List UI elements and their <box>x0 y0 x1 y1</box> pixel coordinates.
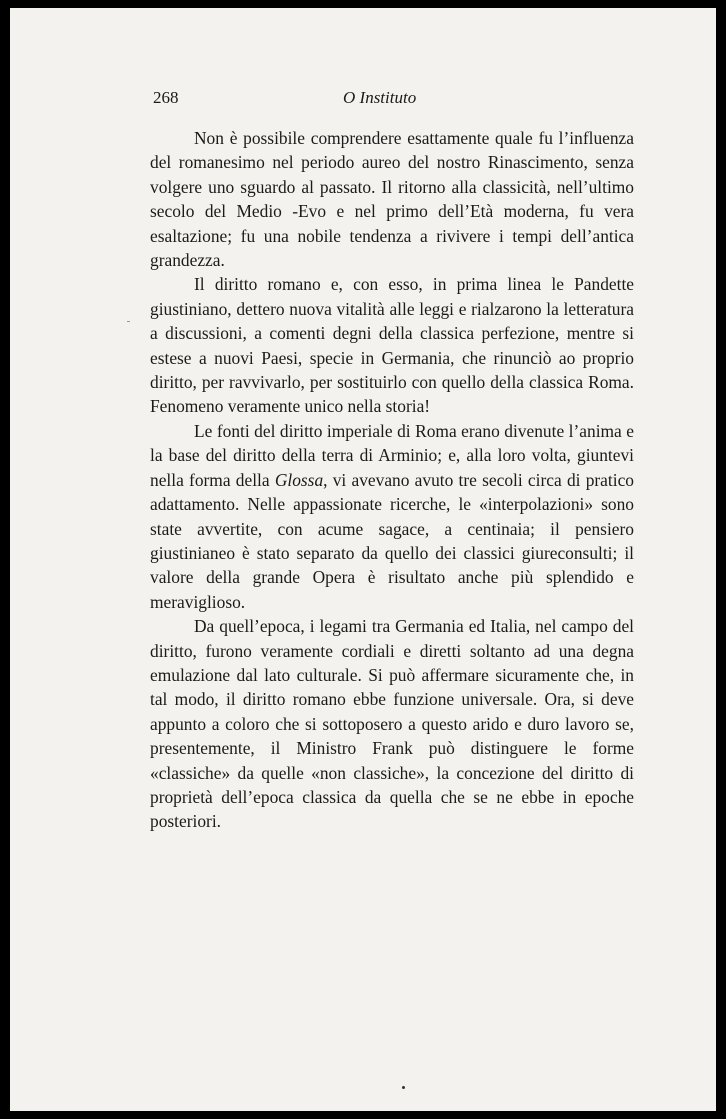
paragraph-4: Da quell’epoca, i legami tra Germania ed Italia, nel campo del diritto, furono veramente cordiali e diretti soltanto ad una degna emulazione dal lato culturale. Si può affermare sicuramente che, in tal modo, il diritto romano ebbe funzione universale. Ora, si deve appunto a coloro che si sottoposero a questo arido e duro lavoro se, presentemente, il Ministro Frank può distinguere le forme «classiche» da quelle «non classiche», la concezione del diritto di proprietà dell’epoca classica da quella che se ne ebbe in epoche posteriori. <box>150 616 634 832</box>
paragraph-2: Il diritto romano e, con esso, in prima linea le Pandette giustiniano, dettero nuova vitalità alle leggi e rialzarono la letteratura a discussioni, a comenti degni della classica perfezione, mentre si estese a nuovi Paesi, specie in Germania, che rinunciò ao proprio diritto, per ravvivarlo, per sostituirlo con quello della classica Roma. Fenomeno veramente unico nella storia! <box>150 274 634 417</box>
page-header <box>153 88 588 112</box>
paragraph-3-end: , vi avevano avuto tre secoli circa di pratico adattamento. Nelle appassionate ricerche, le «interpolazioni» sono state avvertite, con acume sagace, a centinaia; il pensiero giustinianeo è stato separato da quello dei classici giureconsulti; il valore della grande Opera è risultato anche più splendido e meraviglioso. <box>150 469 634 612</box>
running-title: O Instituto <box>343 88 417 107</box>
bottom-dot <box>402 1086 405 1089</box>
book-page <box>10 8 716 1111</box>
page-number: 268 <box>153 88 179 107</box>
body-text <box>150 126 634 834</box>
paragraph-1: Non è possibile comprendere esattamente quale fu l’influenza del romanesimo nel periodo aureo del nostro Rinascimento, senza volgere uno sguardo al passato. Il ritorno alla classicità, nell’ultimo secolo del Medio -Evo e nel primo dell’Età moderna, fu vera esaltazione; fu una nobile tendenza a rivivere i tempi dell’antica grandezza. <box>150 128 634 271</box>
paragraph-3-start: Le fonti del diritto imperiale di Roma erano divenute l’anima e la base del diritto della terra di Arminio; e, alla loro volta, giuntevi nella forma della <box>150 420 634 490</box>
glossa-emphasis: Glossa <box>274 469 324 490</box>
paragraph-3 <box>150 419 634 614</box>
margin-mark <box>127 321 130 322</box>
